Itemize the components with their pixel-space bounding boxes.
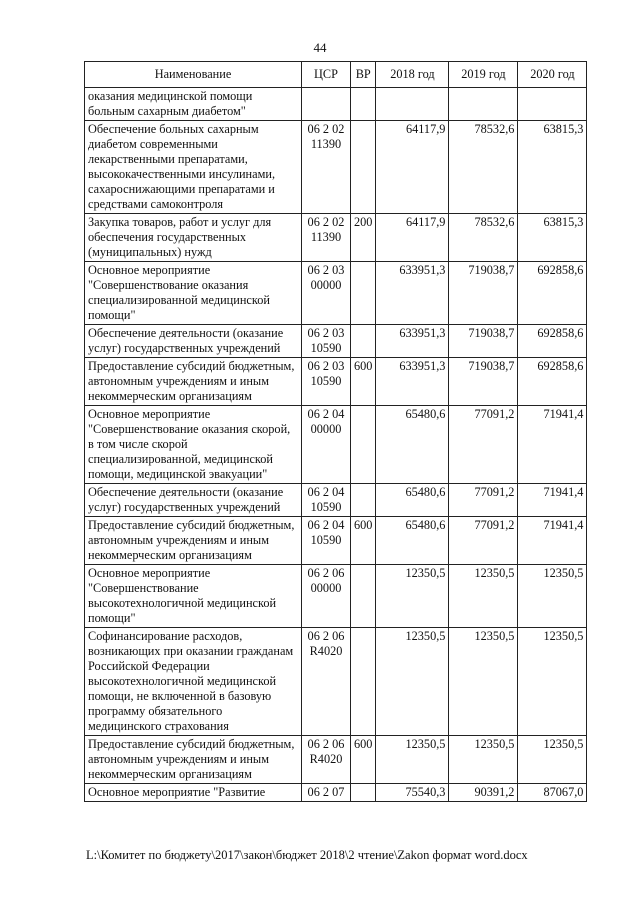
cell-2019: 90391,2	[449, 784, 518, 802]
header-2020: 2020 год	[518, 62, 587, 88]
table-row	[85, 358, 587, 406]
cell-2020: 692858,6	[518, 325, 587, 358]
cell-2018: 12350,5	[376, 628, 449, 736]
cell-2018: 65480,6	[376, 406, 449, 484]
table-body	[85, 88, 587, 802]
cell-2019: 77091,2	[449, 517, 518, 565]
cell-csr: 06 2 04 10590	[302, 517, 351, 565]
cell-2019: 719038,7	[449, 262, 518, 325]
cell-2020: 692858,6	[518, 358, 587, 406]
cell-2019: 719038,7	[449, 325, 518, 358]
cell-vr	[351, 325, 376, 358]
header-name: Наименование	[85, 62, 302, 88]
cell-2018: 633951,3	[376, 325, 449, 358]
cell-2018: 65480,6	[376, 517, 449, 565]
cell-2020: 12350,5	[518, 565, 587, 628]
cell-vr	[351, 784, 376, 802]
cell-2020: 87067,0	[518, 784, 587, 802]
table-row	[85, 628, 587, 736]
cell-csr: 06 2 06 00000	[302, 565, 351, 628]
cell-2020: 63815,3	[518, 214, 587, 262]
table-row	[85, 484, 587, 517]
cell-csr: 06 2 04 00000	[302, 406, 351, 484]
footer-file-path: L:\Комитет по бюджету\2017\закон\бюджет 2018\2 чтение\Zakon формат word.docx	[86, 848, 528, 862]
cell-vr	[351, 88, 376, 121]
cell-csr: 06 2 06 R4020	[302, 736, 351, 784]
cell-2019: 12350,5	[449, 565, 518, 628]
cell-vr: 600	[351, 517, 376, 565]
cell-csr: 06 2 07	[302, 784, 351, 802]
cell-2020: 71941,4	[518, 484, 587, 517]
cell-csr: 06 2 03 00000	[302, 262, 351, 325]
table-row	[85, 517, 587, 565]
cell-name: Обеспечение больных сахарным диабетом современными лекарственными препаратами, высококачественными инсулинами, сахароснижающими препаратами и средствами самоконтроля	[85, 121, 302, 214]
cell-name: Предоставление субсидий бюджетным, автономным учреждениям и иным некоммерческим организациям	[85, 736, 302, 784]
cell-2020: 71941,4	[518, 517, 587, 565]
cell-2019: 12350,5	[449, 736, 518, 784]
cell-2020: 692858,6	[518, 262, 587, 325]
cell-vr	[351, 121, 376, 214]
cell-name: Основное мероприятие "Развитие	[85, 784, 302, 802]
cell-2020: 12350,5	[518, 628, 587, 736]
cell-2019: 77091,2	[449, 406, 518, 484]
cell-name: Обеспечение деятельности (оказание услуг) государственных учреждений	[85, 325, 302, 358]
cell-2020: 71941,4	[518, 406, 587, 484]
cell-vr	[351, 262, 376, 325]
cell-csr: 06 2 06 R4020	[302, 628, 351, 736]
cell-name: Основное мероприятие "Совершенствование оказания специализированной медицинской помощи"	[85, 262, 302, 325]
cell-name: Закупка товаров, работ и услуг для обеспечения государственных (муниципальных) нужд	[85, 214, 302, 262]
table-row	[85, 406, 587, 484]
cell-2019: 78532,6	[449, 214, 518, 262]
cell-csr	[302, 88, 351, 121]
cell-csr: 06 2 02 11390	[302, 214, 351, 262]
page-number: 44	[313, 40, 327, 55]
table-row	[85, 88, 587, 121]
cell-vr	[351, 628, 376, 736]
table-header-row	[85, 62, 587, 88]
cell-2019: 12350,5	[449, 628, 518, 736]
cell-csr: 06 2 04 10590	[302, 484, 351, 517]
header-2019: 2019 год	[449, 62, 518, 88]
cell-2018: 64117,9	[376, 121, 449, 214]
cell-csr: 06 2 03 10590	[302, 358, 351, 406]
cell-vr: 600	[351, 358, 376, 406]
cell-name: Основное мероприятие "Совершенствование высокотехнологичной медицинской помощи"	[85, 565, 302, 628]
cell-2019: 77091,2	[449, 484, 518, 517]
cell-2020	[518, 88, 587, 121]
table-row	[85, 565, 587, 628]
cell-2018: 12350,5	[376, 736, 449, 784]
cell-vr: 600	[351, 736, 376, 784]
cell-2018: 12350,5	[376, 565, 449, 628]
cell-2019: 719038,7	[449, 358, 518, 406]
cell-name: оказания медицинской помощи больным сахарным диабетом"	[85, 88, 302, 121]
cell-name: Основное мероприятие "Совершенствование оказания скорой, в том числе скорой специализированной, медицинской помощи, медицинской эвакуации"	[85, 406, 302, 484]
header-csr: ЦСР	[302, 62, 351, 88]
cell-2018: 633951,3	[376, 358, 449, 406]
cell-2018: 633951,3	[376, 262, 449, 325]
cell-2018: 65480,6	[376, 484, 449, 517]
cell-vr	[351, 565, 376, 628]
budget-table	[84, 61, 587, 802]
table-row	[85, 325, 587, 358]
cell-csr: 06 2 02 11390	[302, 121, 351, 214]
cell-2018: 64117,9	[376, 214, 449, 262]
header-vr: ВР	[351, 62, 376, 88]
table-row	[85, 784, 587, 802]
cell-name: Софинансирование расходов, возникающих при оказании гражданам Российской Федерации высокотехнологичной медицинской помощи, не включенной в базовую программу обязательного медицинского страхования	[85, 628, 302, 736]
cell-csr: 06 2 03 10590	[302, 325, 351, 358]
cell-2018: 75540,3	[376, 784, 449, 802]
cell-2019	[449, 88, 518, 121]
cell-vr	[351, 406, 376, 484]
table-row	[85, 214, 587, 262]
header-2018: 2018 год	[376, 62, 449, 88]
cell-2020: 12350,5	[518, 736, 587, 784]
cell-2020: 63815,3	[518, 121, 587, 214]
cell-vr: 200	[351, 214, 376, 262]
cell-vr	[351, 484, 376, 517]
cell-name: Предоставление субсидий бюджетным, автономным учреждениям и иным некоммерческим организациям	[85, 358, 302, 406]
cell-2018	[376, 88, 449, 121]
table-row	[85, 262, 587, 325]
cell-2019: 78532,6	[449, 121, 518, 214]
cell-name: Предоставление субсидий бюджетным, автономным учреждениям и иным некоммерческим организациям	[85, 517, 302, 565]
table-row	[85, 121, 587, 214]
cell-name: Обеспечение деятельности (оказание услуг) государственных учреждений	[85, 484, 302, 517]
table-row	[85, 736, 587, 784]
